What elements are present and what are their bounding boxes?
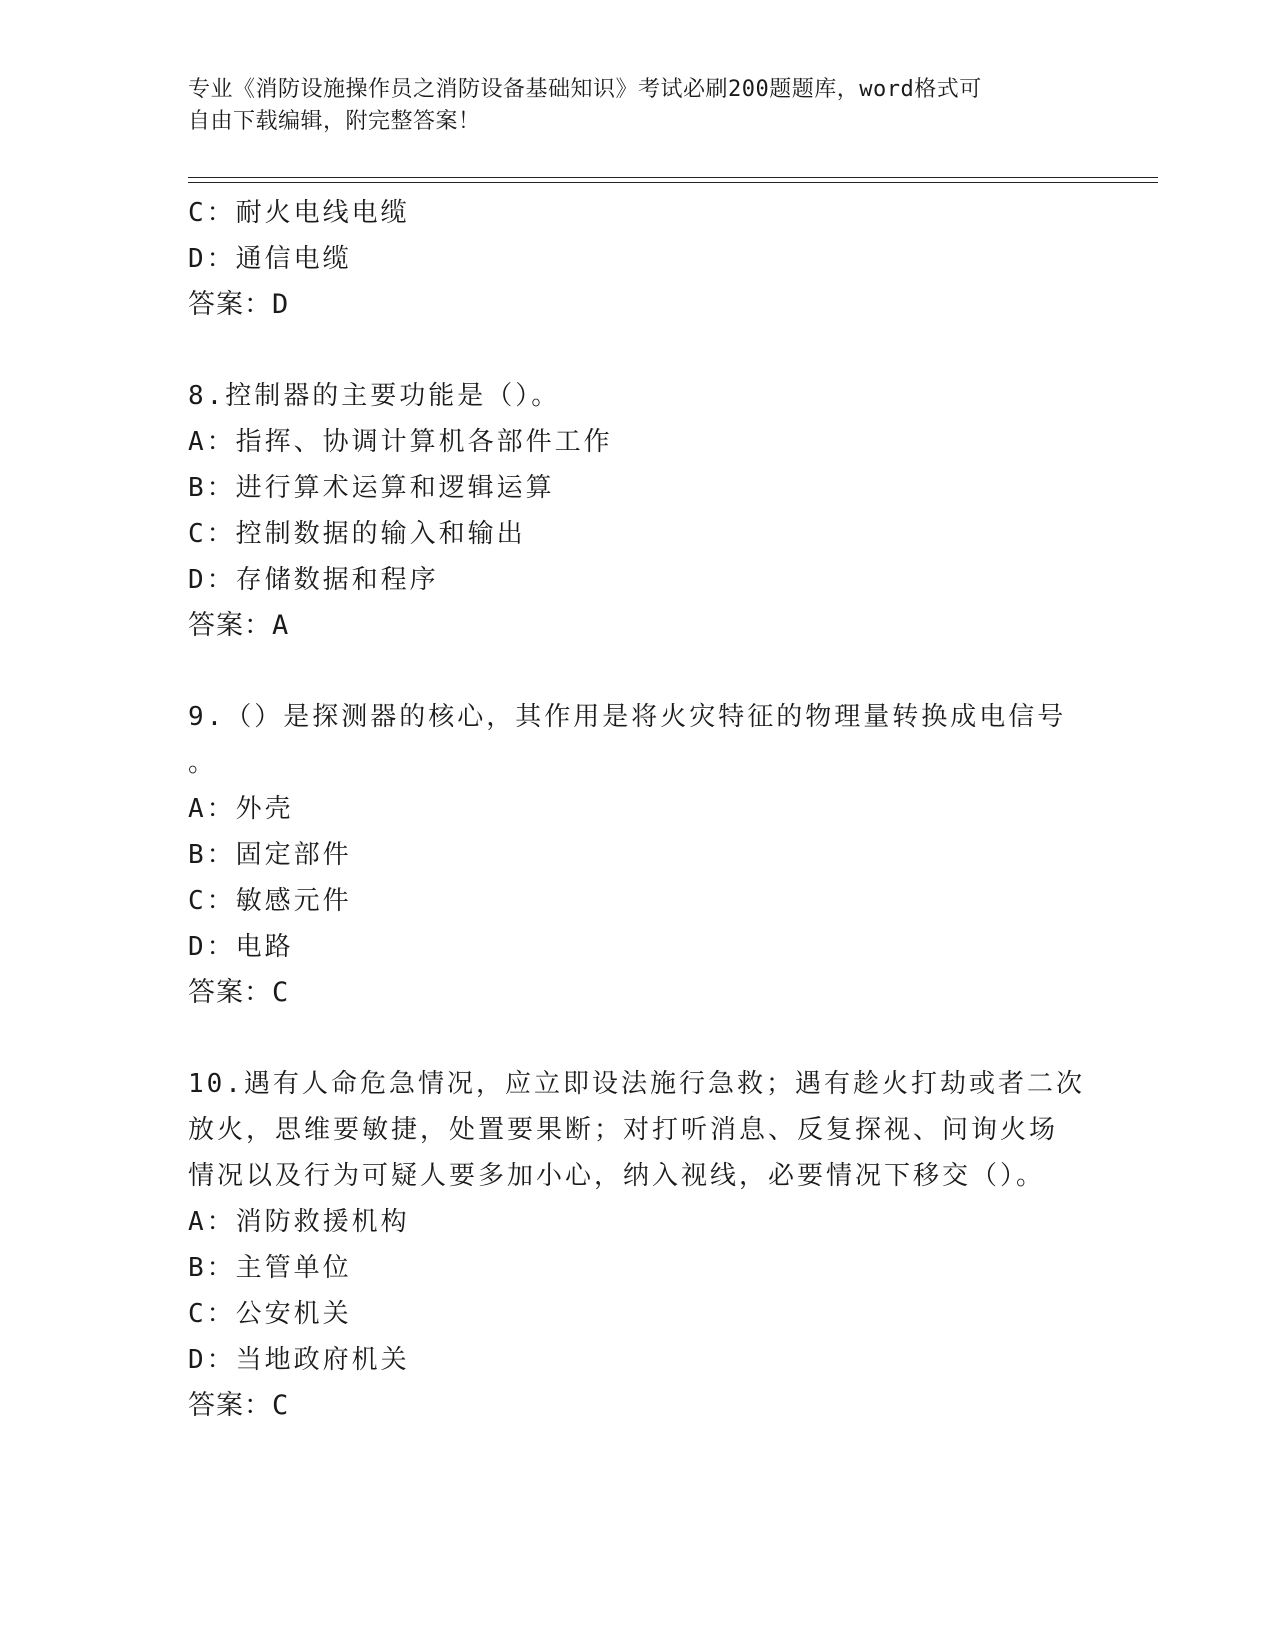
option-b: B：固定部件 — [188, 840, 352, 870]
option-d: D：通信电缆 — [188, 244, 352, 274]
header-line-2: 自由下载编辑，附完整答案！ — [188, 109, 481, 134]
option-a: A：指挥、协调计算机各部件工作 — [188, 427, 613, 457]
option-b: B：进行算术运算和逻辑运算 — [188, 473, 555, 503]
question-10-text-line-3: 情况以及行为可疑人要多加小心，纳入视线，必要情况下移交（）。 — [188, 1161, 1046, 1191]
option-a: A：外壳 — [188, 794, 294, 824]
question-9-text-line-1: 9.（）是探测器的核心，其作用是将火灾特征的物理量转换成电信号 — [188, 702, 1067, 732]
question-list — [188, 190, 1088, 1429]
spacer — [188, 1016, 1088, 1061]
spacer — [188, 649, 1088, 694]
option-a: A：消防救援机构 — [188, 1207, 410, 1237]
answer-line: 答案：A — [188, 610, 290, 641]
option-b: B：主管单位 — [188, 1253, 352, 1283]
question-10-text-line-2: 放火，思维要敏捷，处置要果断；对打听消息、反复探视、问询火场 — [188, 1115, 1059, 1145]
option-c: C：敏感元件 — [188, 886, 352, 916]
option-d: D：当地政府机关 — [188, 1345, 410, 1375]
document-header — [188, 74, 1068, 138]
answer-line: 答案：C — [188, 977, 290, 1008]
header-divider-bottom — [188, 182, 1158, 183]
question-8-text: 8.控制器的主要功能是（）。 — [188, 381, 561, 411]
option-d: D：电路 — [188, 932, 294, 962]
header-line-1: 专业《消防设施操作员之消防设备基础知识》考试必刷200题题库，word格式可 — [188, 77, 982, 102]
option-c: C：控制数据的输入和输出 — [188, 519, 526, 549]
header-divider-top — [188, 177, 1158, 178]
question-9-text-line-2: 。 — [188, 748, 218, 778]
option-c: C：耐火电线电缆 — [188, 198, 410, 228]
answer-line: 答案：D — [188, 289, 290, 320]
question-9 — [188, 694, 1088, 1016]
question-8 — [188, 373, 1088, 649]
option-d: D：存储数据和程序 — [188, 565, 439, 595]
option-c: C：公安机关 — [188, 1299, 352, 1329]
answer-line: 答案：C — [188, 1390, 290, 1421]
spacer — [188, 328, 1088, 373]
question-10-text-line-1: 10.遇有人命危急情况，应立即设法施行急救；遇有趁火打劫或者二次 — [188, 1069, 1085, 1099]
question-10 — [188, 1061, 1088, 1429]
